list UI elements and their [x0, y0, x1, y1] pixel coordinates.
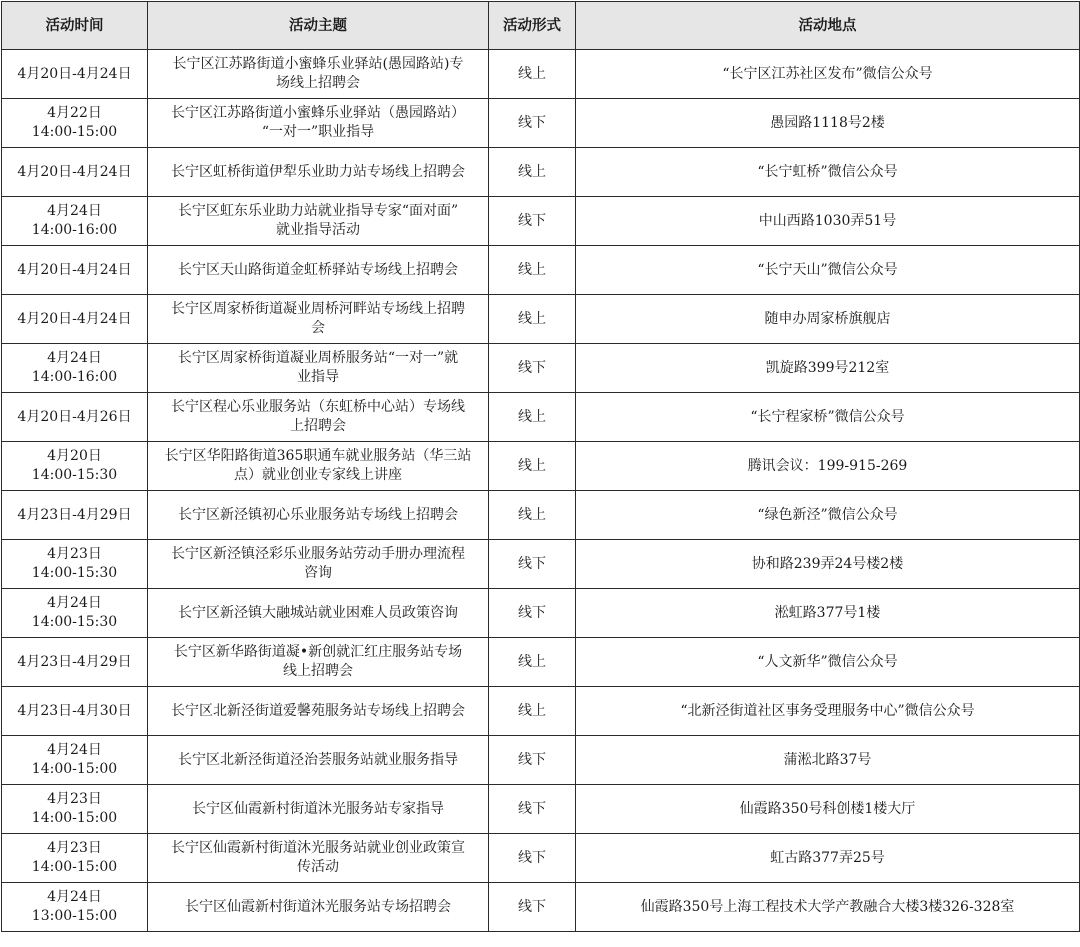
- cell-time: [2, 393, 148, 442]
- table-row: [2, 442, 1080, 491]
- table-row: [2, 295, 1080, 344]
- cell-theme-line: 长宁区新泾镇初心乐业服务站专场线上招聘会: [178, 506, 458, 523]
- table-row: [2, 540, 1080, 589]
- cell-time: [2, 540, 148, 589]
- table-row: [2, 393, 1080, 442]
- cell-time: [2, 687, 148, 736]
- cell-time: [2, 148, 148, 197]
- cell-time: [2, 785, 148, 834]
- cell-theme-line: 就业指导活动: [276, 222, 360, 238]
- cell-time: [2, 638, 148, 687]
- table-row: [2, 197, 1080, 246]
- cell-time-line: 4月20日-4月26日: [17, 408, 132, 425]
- table-row: [2, 99, 1080, 148]
- cell-form: 线上: [489, 491, 576, 540]
- cell-theme-line: 长宁区仙霞新村街道沐光服务站专场招聘会: [185, 898, 451, 915]
- cell-form: 线上: [489, 638, 576, 687]
- cell-place: 淞虹路377号1楼: [576, 589, 1080, 638]
- cell-place: 凯旋路399号212室: [576, 344, 1080, 393]
- cell-theme-line: 业指导: [297, 369, 339, 385]
- cell-place: 腾讯会议：199-915-269: [576, 442, 1080, 491]
- table-row: [2, 148, 1080, 197]
- cell-time-line: 4月20日-4月24日: [17, 163, 132, 180]
- cell-theme-line: 咨询: [304, 565, 332, 581]
- cell-time-line: 4月22日: [47, 105, 102, 121]
- cell-theme: [148, 295, 489, 344]
- cell-time: [2, 589, 148, 638]
- cell-time: [2, 50, 148, 99]
- cell-time-line: 4月20日-4月24日: [17, 261, 132, 278]
- cell-place: “长宁虹桥”微信公众号: [576, 148, 1080, 197]
- cell-form: 线上: [489, 393, 576, 442]
- cell-time-line: 14:00-16:00: [31, 369, 118, 385]
- cell-theme: [148, 491, 489, 540]
- table-row: [2, 736, 1080, 785]
- cell-place: “人文新华”微信公众号: [576, 638, 1080, 687]
- cell-theme: [148, 246, 489, 295]
- table-row: [2, 834, 1080, 883]
- cell-form: 线下: [489, 589, 576, 638]
- cell-form: 线下: [489, 344, 576, 393]
- cell-time-line: 4月23日: [47, 791, 102, 807]
- cell-time-line: 4月20日: [47, 448, 102, 464]
- cell-time-line: 4月24日: [47, 889, 102, 905]
- cell-theme-line: 长宁区周家桥街道凝业周桥河畔站专场线上招聘: [171, 301, 465, 317]
- cell-theme: [148, 834, 489, 883]
- cell-theme-line: 长宁区虹东乐业助力站就业指导专家“面对面”: [177, 203, 459, 219]
- cell-theme-line: 长宁区仙霞新村街道沐光服务站专家指导: [192, 800, 444, 817]
- cell-form: 线下: [489, 785, 576, 834]
- cell-theme-line: 长宁区周家桥街道凝业周桥服务站“一对一”就: [177, 350, 459, 366]
- cell-theme: [148, 883, 489, 932]
- header-form: 活动形式: [489, 2, 576, 50]
- cell-place: 仙霞路350号上海工程技术大学产教融合大楼3楼326-328室: [576, 883, 1080, 932]
- cell-theme-line: 长宁区北新泾街道泾治荟服务站就业服务指导: [178, 751, 458, 768]
- cell-time-line: 4月24日: [47, 742, 102, 758]
- cell-theme: [148, 393, 489, 442]
- cell-time: [2, 246, 148, 295]
- cell-theme-line: 场线上招聘会: [276, 75, 360, 91]
- cell-time-line: 14:00-15:00: [31, 124, 118, 140]
- cell-time: [2, 491, 148, 540]
- header-place: 活动地点: [576, 2, 1080, 50]
- cell-theme: [148, 442, 489, 491]
- cell-form: 线上: [489, 687, 576, 736]
- cell-theme-line: 线上招聘会: [283, 663, 353, 679]
- cell-theme: [148, 638, 489, 687]
- cell-place: “长宁程家桥”微信公众号: [576, 393, 1080, 442]
- cell-time-line: 4月23日-4月29日: [17, 506, 132, 523]
- cell-theme: [148, 589, 489, 638]
- cell-time-line: 14:00-15:00: [31, 761, 118, 777]
- header-row: [2, 2, 1080, 50]
- cell-theme: [148, 148, 489, 197]
- cell-time: [2, 344, 148, 393]
- table-row: [2, 344, 1080, 393]
- cell-time: [2, 197, 148, 246]
- cell-theme: [148, 50, 489, 99]
- cell-form: 线上: [489, 148, 576, 197]
- table-row: [2, 246, 1080, 295]
- table-row: [2, 785, 1080, 834]
- cell-form: 线上: [489, 442, 576, 491]
- cell-time: [2, 99, 148, 148]
- cell-theme-line: 点）就业创业专家线上讲座: [234, 467, 402, 483]
- cell-time-line: 4月24日: [47, 595, 102, 611]
- cell-form: 线上: [489, 246, 576, 295]
- cell-theme-line: 长宁区天山路街道金虹桥驿站专场线上招聘会: [178, 261, 458, 278]
- cell-theme-line: “一对一”职业指导: [261, 124, 375, 140]
- table-row: [2, 883, 1080, 932]
- cell-theme: [148, 540, 489, 589]
- cell-form: 线下: [489, 99, 576, 148]
- cell-time-line: 4月20日-4月24日: [17, 65, 132, 82]
- cell-place: 协和路239弄24号楼2楼: [576, 540, 1080, 589]
- cell-theme-line: 长宁区北新泾街道爱馨苑服务站专场线上招聘会: [171, 702, 465, 719]
- cell-place: “长宁区江苏社区发布”微信公众号: [576, 50, 1080, 99]
- cell-form: 线上: [489, 50, 576, 99]
- cell-theme: [148, 99, 489, 148]
- cell-time: [2, 736, 148, 785]
- table-header: [2, 2, 1080, 50]
- cell-form: 线下: [489, 736, 576, 785]
- table-row: [2, 491, 1080, 540]
- cell-theme: [148, 736, 489, 785]
- cell-theme-line: 长宁区华阳路街道365职通车就业服务站（华三站: [164, 448, 472, 464]
- cell-form: 线上: [489, 295, 576, 344]
- cell-theme: [148, 687, 489, 736]
- cell-time: [2, 295, 148, 344]
- cell-time-line: 4月24日: [47, 350, 102, 366]
- cell-theme-line: 长宁区新华路街道凝•新创就汇红庄服务站专场: [173, 644, 463, 660]
- cell-time-line: 4月23日: [47, 840, 102, 856]
- cell-time: [2, 883, 148, 932]
- table-row: [2, 50, 1080, 99]
- cell-theme: [148, 344, 489, 393]
- cell-place: 中山西路1030弄51号: [576, 197, 1080, 246]
- cell-time-line: 14:00-15:30: [31, 565, 118, 581]
- cell-time-line: 14:00-15:30: [31, 614, 118, 630]
- table-row: [2, 589, 1080, 638]
- cell-place: 愚园路1118号2楼: [576, 99, 1080, 148]
- cell-theme-line: 长宁区仙霞新村街道沐光服务站就业创业政策宣: [171, 840, 465, 856]
- cell-time-line: 4月23日: [47, 546, 102, 562]
- cell-theme: [148, 785, 489, 834]
- cell-time: [2, 442, 148, 491]
- cell-time: [2, 834, 148, 883]
- cell-time-line: 14:00-15:30: [31, 467, 118, 483]
- header-theme: 活动主题: [148, 2, 489, 50]
- cell-theme-line: 长宁区程心乐业服务站（东虹桥中心站）专场线: [171, 399, 465, 415]
- cell-place: “绿色新泾”微信公众号: [576, 491, 1080, 540]
- table-body: [2, 50, 1080, 932]
- cell-theme: [148, 197, 489, 246]
- cell-place: 蒲淞北路37号: [576, 736, 1080, 785]
- cell-form: 线下: [489, 883, 576, 932]
- cell-place: 仙霞路350号科创楼1楼大厅: [576, 785, 1080, 834]
- cell-place: “北新泾街道社区事务受理服务中心”微信公众号: [576, 687, 1080, 736]
- cell-time-line: 4月23日-4月29日: [17, 653, 132, 670]
- cell-time-line: 14:00-15:00: [31, 859, 118, 875]
- cell-form: 线下: [489, 540, 576, 589]
- cell-form: 线下: [489, 834, 576, 883]
- cell-theme-line: 长宁区虹桥街道伊犁乐业助力站专场线上招聘会: [171, 163, 465, 180]
- cell-theme-line: 长宁区江苏路街道小蜜蜂乐业驿站(愚园路站)专: [172, 56, 464, 72]
- events-table: [1, 1, 1080, 932]
- cell-theme-line: 传活动: [297, 859, 339, 875]
- table-row: [2, 687, 1080, 736]
- cell-time-line: 14:00-15:00: [31, 810, 118, 826]
- cell-theme-line: 长宁区江苏路街道小蜜蜂乐业驿站（愚园路站）: [171, 105, 465, 121]
- cell-place: 随申办周家桥旗舰店: [576, 295, 1080, 344]
- cell-theme-line: 会: [311, 320, 325, 336]
- cell-time-line: 13:00-15:00: [31, 908, 118, 924]
- cell-time-line: 4月23日-4月30日: [17, 702, 132, 719]
- header-time: 活动时间: [2, 2, 148, 50]
- cell-theme-line: 长宁区新泾镇泾彩乐业服务站劳动手册办理流程: [171, 546, 465, 562]
- cell-time-line: 4月24日: [47, 203, 102, 219]
- cell-place: 虹古路377弄25号: [576, 834, 1080, 883]
- cell-form: 线下: [489, 197, 576, 246]
- cell-place: “长宁天山”微信公众号: [576, 246, 1080, 295]
- table-row: [2, 638, 1080, 687]
- cell-time-line: 14:00-16:00: [31, 222, 118, 238]
- cell-theme-line: 长宁区新泾镇大融城站就业困难人员政策咨询: [178, 604, 458, 621]
- cell-theme-line: 上招聘会: [290, 418, 346, 434]
- cell-time-line: 4月20日-4月24日: [17, 310, 132, 327]
